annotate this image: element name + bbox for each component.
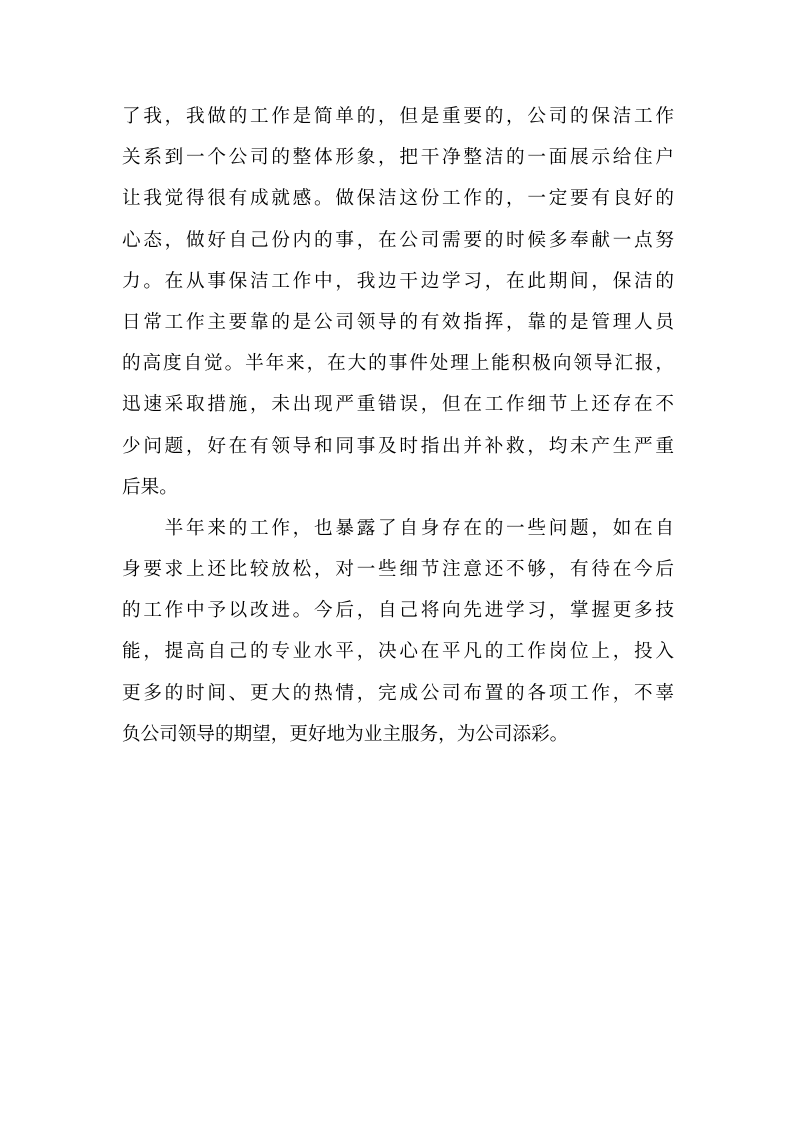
text-line: 负公司领导的期望，更好地为业主服务，为公司添彩。 <box>122 723 569 745</box>
text-line: 力。在从事保洁工作中，我边干边学习，在此期间，保洁的 <box>122 270 674 292</box>
text-line: 半年来的工作，也暴露了自身存在的一些问题，如在自 <box>122 517 674 539</box>
paragraph-1 <box>122 96 674 508</box>
text-line: 迅速采取措施，未出现严重错误，但在工作细节上还存在不 <box>122 394 674 416</box>
text-line: 的高度自觉。半年来，在大的事件处理上能积极向领导汇报， <box>122 353 674 375</box>
text-line: 心态，做好自己份内的事，在公司需要的时候多奉献一点努 <box>122 229 674 251</box>
text-line: 后果。 <box>122 476 178 498</box>
paragraph-2 <box>122 508 674 755</box>
document-body <box>122 96 674 755</box>
text-line: 关系到一个公司的整体形象，把干净整洁的一面展示给住户 <box>122 147 674 169</box>
text-line: 了我，我做的工作是简单的，但是重要的，公司的保洁工作 <box>122 106 674 127</box>
text-line: 能，提高自己的专业水平，决心在平凡的工作岗位上，投入 <box>122 641 674 663</box>
text-line: 日常工作主要靠的是公司领导的有效指挥，靠的是管理人员 <box>122 311 674 333</box>
text-line: 的工作中予以改进。今后，自己将向先进学习，掌握更多技 <box>122 600 674 622</box>
text-line: 更多的时间、更大的热情，完成公司布置的各项工作，不辜 <box>122 682 674 704</box>
text-line: 让我觉得很有成就感。做保洁这份工作的，一定要有良好的 <box>122 188 674 210</box>
text-line: 少问题，好在有领导和同事及时指出并补救，均未产生严重 <box>122 435 674 457</box>
text-line: 身要求上还比较放松，对一些细节注意还不够，有待在今后 <box>122 559 674 581</box>
